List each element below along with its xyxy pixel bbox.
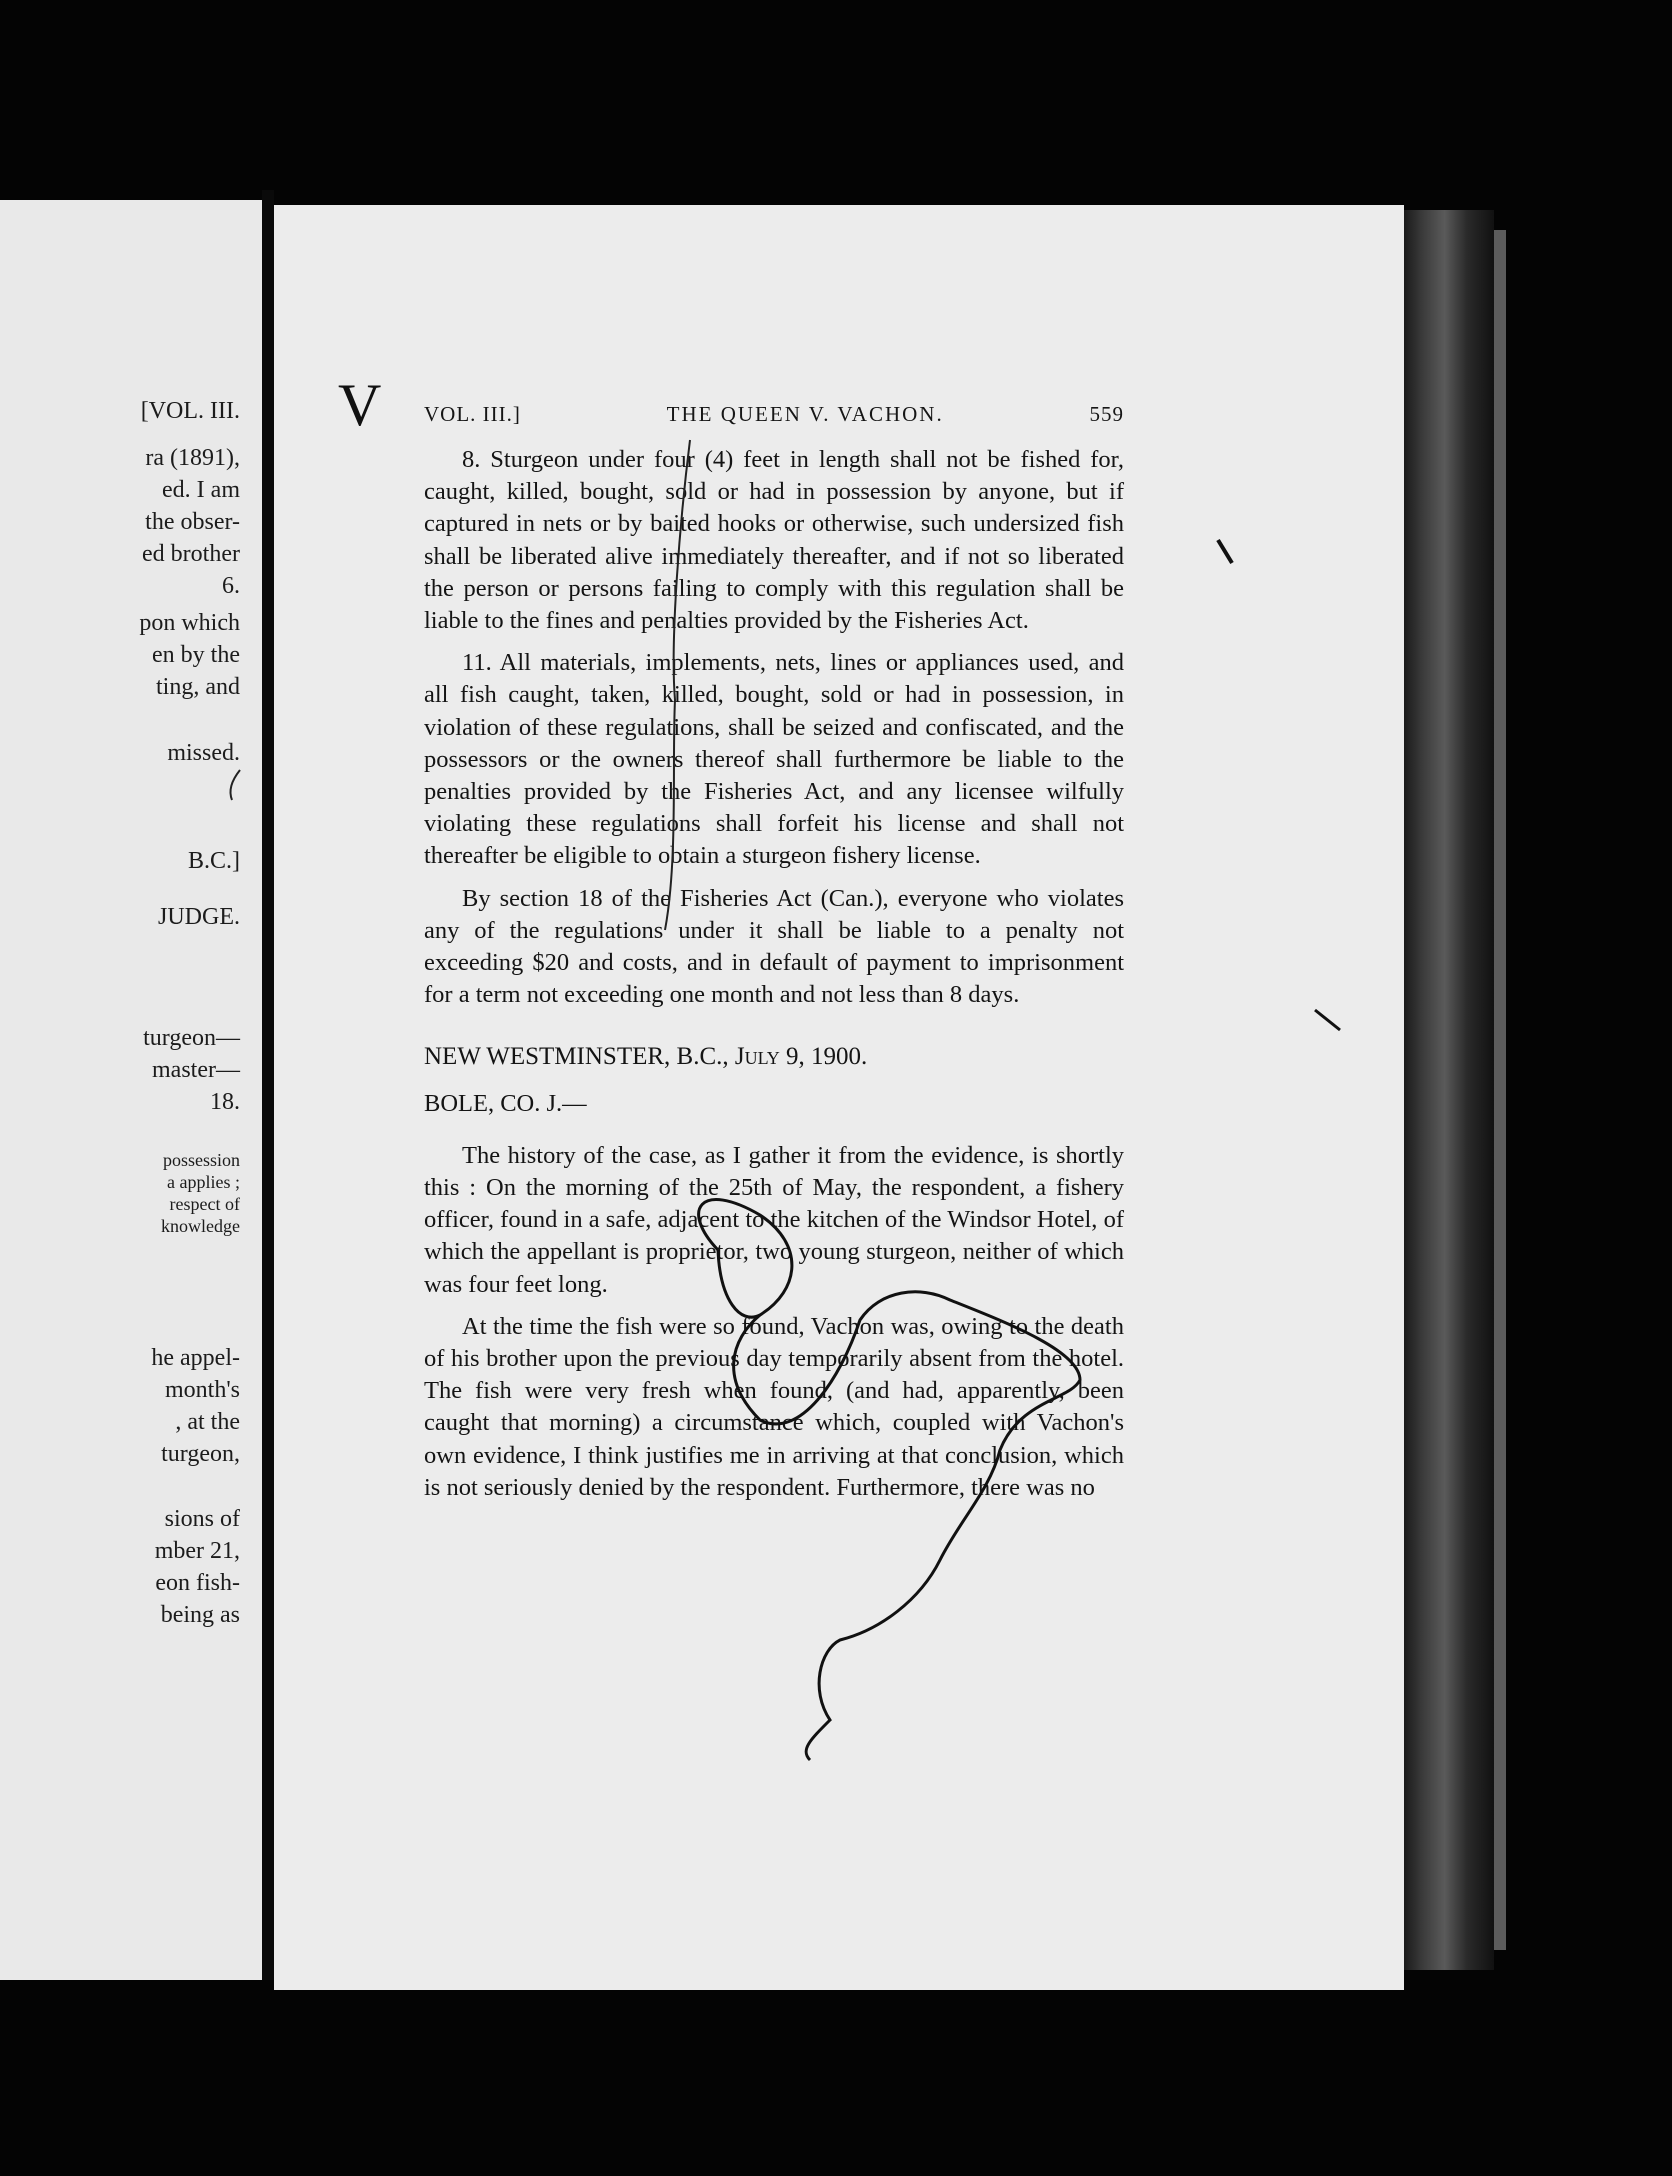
left-page-line: respect of: [169, 1194, 240, 1214]
regulation-8: 8. Sturgeon under four (4) feet in length shall not be fished for, caught, killed, bought, sold or had in possession by anyone, but if captured in nets or by baited hooks or otherwise, such undersized fish shall be liberated alive immediately thereafter, and if not so liberated the person or persons failing to comply with this regulation shall be liable to the fines and penalties provided by the Fisheries Act.: [424, 446, 1124, 635]
left-page-line: eon fish-: [155, 1570, 240, 1596]
left-page-line: sions of: [164, 1506, 240, 1532]
left-page-line: , at the: [175, 1409, 240, 1435]
left-page-line: he appel-: [151, 1345, 240, 1371]
left-page-line: pon which: [139, 610, 240, 636]
left-page-line: ra (1891),: [145, 445, 240, 471]
judgment-paragraph-1: The history of the case, as I gather it from the evidence, is shortly this : On the morning of the 25th of May, the respondent, a fishery officer, found in a safe, adjacent to the kitchen of the Windsor Hotel, of which the appellant is proprietor, two young sturgeon, neither of which was four feet long.: [424, 1141, 1124, 1298]
running-title: THE QUEEN V. VACHON.: [666, 402, 944, 426]
left-page-line: missed.: [167, 740, 240, 766]
left-page-line: JUDGE.: [158, 904, 240, 930]
judge-line: BOLE, CO. J.—: [424, 1089, 587, 1117]
left-page-line: turgeon,: [161, 1441, 240, 1467]
left-page-line: [VOL. III.: [140, 398, 240, 424]
left-page-line: possession: [162, 1150, 240, 1170]
page-edges-outer: [1494, 230, 1506, 1950]
left-page-line: ed. I am: [162, 477, 240, 503]
judgment-paragraph-2: At the time the fish were so found, Vachon was, owing to the death of his brother upon the previous day temporarily absent from the hotel. The fish were very fresh when found, (and had, apparently, been caught that morning) a circumstance which, coupled with Vachon's own evidence, I think justifies me in arriving at that conclusion, which is not seriously denied by the respondent. Furthermore, there was no: [424, 1312, 1124, 1501]
left-page-line: B.C.]: [187, 848, 240, 874]
left-page-line: being as: [160, 1602, 240, 1628]
left-page-line: en by the: [152, 642, 240, 668]
left-page-line: 18.: [210, 1089, 240, 1115]
left-page-line: 6.: [222, 573, 240, 599]
volume-label: VOL. III.]: [424, 402, 521, 426]
page-edges: [1404, 210, 1494, 1970]
left-page-line: turgeon—: [143, 1025, 240, 1051]
left-page-line: knowledge: [161, 1216, 240, 1236]
left-page: [0, 200, 265, 1980]
place-date-line: NEW WESTMINSTER, B.C., July 9, 1900.: [424, 1043, 868, 1071]
margin-checkmark: V: [338, 372, 382, 438]
left-page-line: ting, and: [156, 674, 240, 700]
left-page-line: month's: [165, 1377, 240, 1403]
left-page-line: a applies ;: [167, 1172, 240, 1192]
regulation-11: 11. All materials, implements, nets, lines or appliances used, and all fish caught, taken, killed, bought, sold or had in possession, in violation of these regulations, shall be seized and confiscated, and the possessors or the owners thereof shall furthermore be liable to the penalties provided by the Fisheries Act, and any licensee wilfully violating these regulations shall forfeit his license and shall not thereafter be eligible to obtain a sturgeon fishery license.: [424, 649, 1124, 870]
left-page-line: ed brother: [142, 541, 240, 567]
text-column: [424, 398, 1124, 1514]
left-page-line: the obser-: [145, 509, 240, 535]
left-page-line: mber 21,: [154, 1538, 240, 1564]
page-number: 559: [1089, 402, 1124, 426]
section-18-paragraph: By section 18 of the Fisheries Act (Can.), everyone who violates any of the regulations under it shall be liable to a penalty not exceeding $20 and costs, and in default of payment to imprisonment for a term not exceeding one month and not less than 8 days.: [424, 884, 1124, 1009]
gutter: [262, 190, 274, 1980]
left-page-line: master—: [152, 1057, 240, 1083]
